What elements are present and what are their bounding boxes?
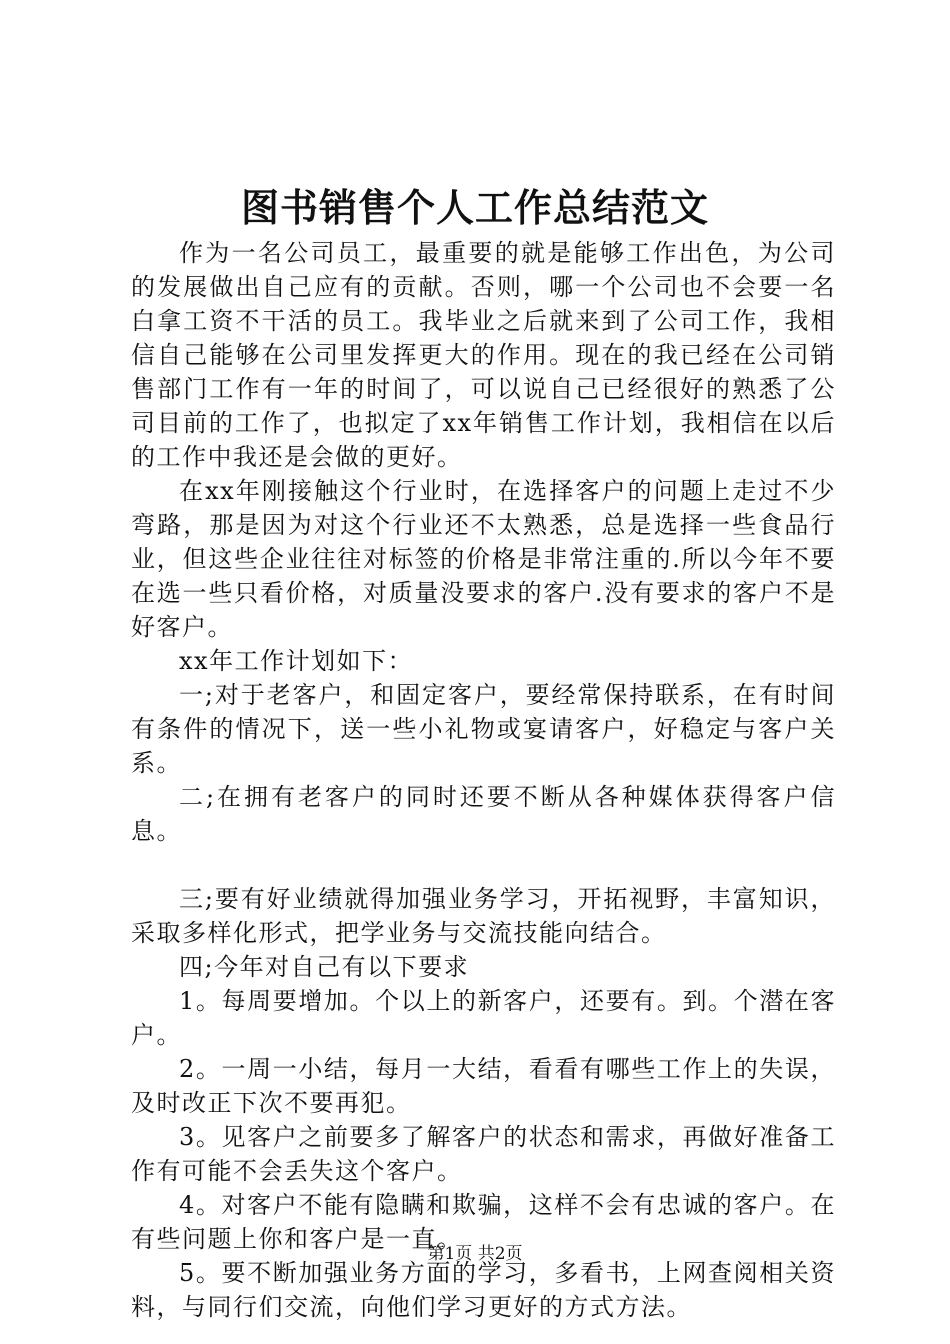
paragraph-requirement-1: 1。每周要增加。个以上的新客户，还要有。到。个潜在客户。 xyxy=(131,987,836,1049)
paragraph-plan-item-3: 三;要有好业绩就得加强业务学习，开拓视野，丰富知识，采取多样化形式，把学业务与交流技能向结合。 xyxy=(131,885,836,947)
paragraph-plan-heading: xx年工作计划如下： xyxy=(179,647,414,675)
paragraph-requirement-5: 5。要不断加强业务方面的学习，多看书，上网查阅相关资料，与同行们交流，向他们学习更好的方式方法。 xyxy=(131,1259,836,1321)
document-title: 图书销售个人工作总结范文 xyxy=(240,186,709,230)
paragraph-plan-item-1: 一;对于老客户，和固定客户，要经常保持联系，在有时间有条件的情况下，送一些小礼物或宴请客户，好稳定与客户关系。 xyxy=(131,681,836,777)
paragraph-plan-item-2: 二;在拥有老客户的同时还要不断从各种媒体获得客户信息。 xyxy=(131,783,836,845)
paragraph-intro: 作为一名公司员工，最重要的就是能够工作出色，为公司的发展做出自己应有的贡献。否则，哪一个公司也不会要一名白拿工资不干活的员工。我毕业之后就来到了公司工作，我相信自己能够在公司里发挥更大的作用。现在的我已经在公司销售部门工作有一年的时间了，可以说自己已经很好的熟悉了公司目前的工作了，也拟定了xx年销售工作计划，我相信在以后的工作中我还是会做的更好。 xyxy=(131,239,836,471)
paragraph-requirement-2: 2。一周一小结，每月一大结，看看有哪些工作上的失误，及时改正下次不要再犯。 xyxy=(131,1055,836,1117)
paragraph-requirement-4: 4。对客户不能有隐瞒和欺骗，这样不会有忠诚的客户。在有些问题上你和客户是一直。 xyxy=(131,1191,836,1253)
document-body xyxy=(131,236,836,1324)
paragraph-experience: 在xx年刚接触这个行业时，在选择客户的问题上走过不少弯路，那是因为对这个行业还不太熟悉，总是选择一些食品行业，但这些企业往往对标签的价格是非常注重的.所以今年不要在选一些只看价格，对质量没要求的客户.没有要求的客户不是好客户。 xyxy=(131,477,836,641)
blank-line xyxy=(131,848,836,882)
page-footer: 第1页 共2页 xyxy=(427,1244,523,1264)
paragraph-requirement-3: 3。见客户之前要多了解客户的状态和需求，再做好准备工作有可能不会丢失这个客户。 xyxy=(131,1123,836,1185)
paragraph-plan-item-4: 四;今年对自己有以下要求 xyxy=(179,953,470,981)
